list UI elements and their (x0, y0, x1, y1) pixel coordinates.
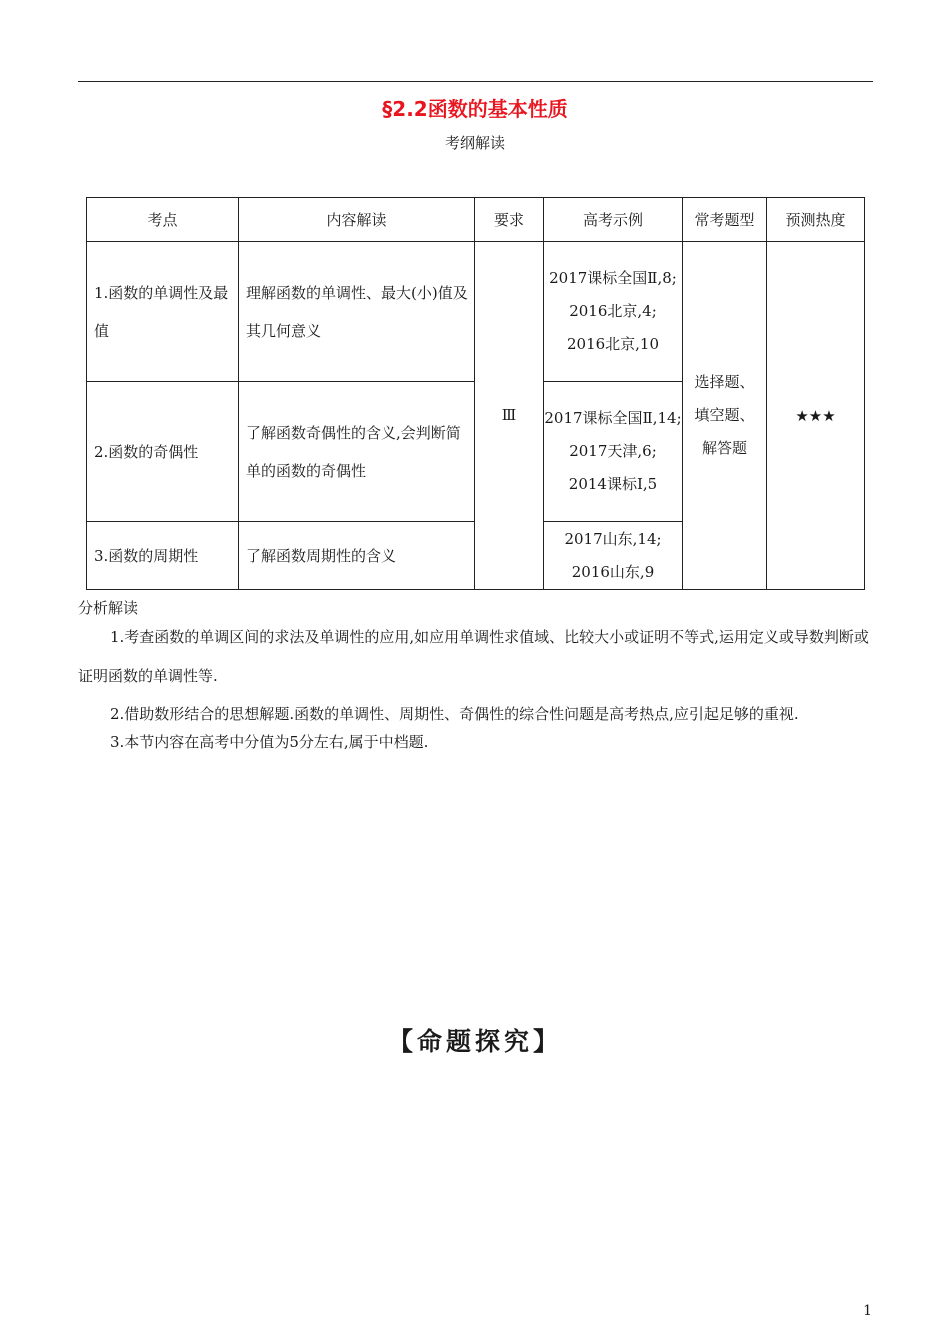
question-types-cell (683, 242, 767, 590)
example-line: 2017山东,14; (564, 529, 662, 548)
header-cell-requirement: 要求 (475, 198, 544, 242)
analysis-item-2: 2.借助数形结合的思想解题.函数的单调性、周期性、奇偶性的综合性问题是高考热点,应引起足够的重视. (110, 705, 799, 723)
example-line: 2017天津,6; (569, 442, 657, 460)
page-number: 1 (863, 1303, 872, 1319)
content-cell: 理解函数的单调性、最大(小)值及其几何意义 (239, 242, 475, 382)
examples-cell (544, 242, 683, 382)
header-cell-types: 常考题型 (683, 198, 767, 242)
requirement-value: Ⅲ (501, 406, 517, 424)
topic-cell: 1.函数的单调性及最值 (87, 242, 239, 382)
table-row (87, 242, 865, 382)
examples-cell (544, 382, 683, 522)
topic-cell: 2.函数的奇偶性 (87, 382, 239, 522)
example-line: 2016北京,4; (569, 302, 657, 320)
section-title: §2.2函数的基本性质 (382, 97, 568, 121)
question-type: 选择题、 (694, 373, 755, 391)
header-cell-topic: 考点 (87, 198, 239, 242)
requirement-cell (475, 242, 544, 590)
topic-cell: 3.函数的周期性 (87, 522, 239, 590)
example-line: 2014课标Ⅰ,5 (568, 475, 658, 493)
analysis-heading: 分析解读 (78, 599, 139, 617)
example-line: 2016山东,9 (571, 562, 655, 581)
heat-stars: ★★★ (795, 406, 836, 425)
example-line: 2016北京,10 (566, 335, 660, 353)
analysis-item-3: 3.本节内容在高考中分值为5分左右,属于中档题. (110, 733, 429, 751)
example-line: 2017课标全国Ⅱ,8; (549, 269, 677, 287)
heat-cell (767, 242, 865, 590)
question-type: 解答题 (701, 439, 747, 457)
example-line: 2017课标全国Ⅱ,14; (544, 409, 682, 427)
header-cell-heat: 预测热度 (767, 198, 865, 242)
analysis-item-1: 1.考查函数的单调区间的求法及单调性的应用,如应用单调性求值域、比较大小或证明不等式,运用定义或导数判断或证明函数的单调性等. (78, 628, 869, 685)
syllabus-table (86, 197, 865, 590)
examples-cell (544, 522, 683, 590)
content-cell: 了解函数周期性的含义 (239, 522, 475, 590)
header-rule (78, 81, 873, 82)
question-type: 填空题、 (694, 406, 755, 424)
header-cell-examples: 高考示例 (544, 198, 683, 242)
section-subtitle: 考纲解读 (444, 134, 505, 152)
content-cell: 了解函数奇偶性的含义,会判断简单的函数的奇偶性 (239, 382, 475, 522)
table-header-row (87, 198, 865, 242)
header-cell-content: 内容解读 (239, 198, 475, 242)
section-banner: 【命题探究】 (387, 1027, 562, 1056)
